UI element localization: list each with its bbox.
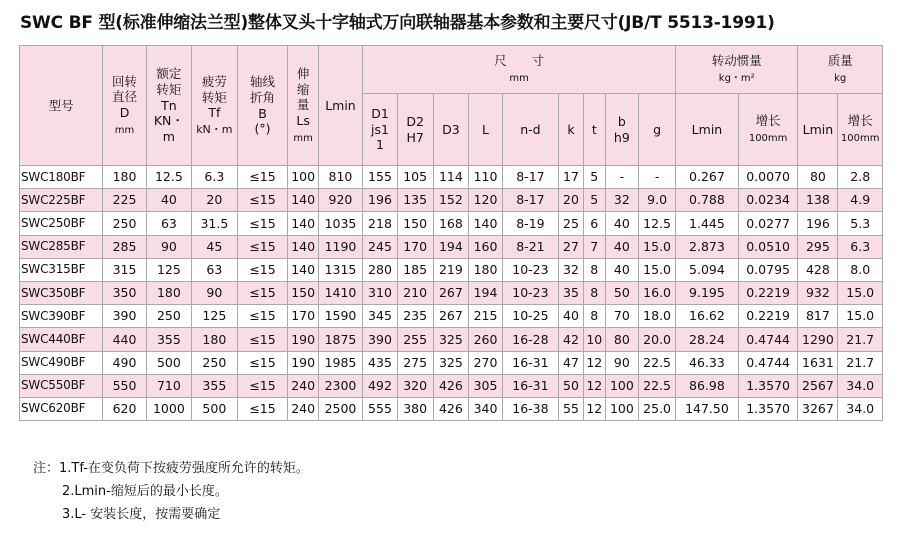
table-cell: 190 [288, 328, 318, 351]
table-cell: 4.9 [838, 189, 883, 212]
table-cell: 275 [397, 351, 433, 374]
table-cell: 125 [146, 258, 191, 281]
table-cell: 70 [605, 305, 639, 328]
table-cell: 267 [433, 305, 469, 328]
table-cell: 245 [363, 235, 398, 258]
header-stretch: 伸 缩 量 Ls mm [288, 46, 318, 166]
table-cell: 0.0234 [738, 189, 798, 212]
table-cell: 196 [798, 212, 838, 235]
header-t: t [583, 94, 605, 166]
table-cell: 6.3 [838, 235, 883, 258]
table-cell: 42 [559, 328, 584, 351]
table-cell: 12.5 [639, 212, 676, 235]
table-cell: 5 [583, 166, 605, 189]
header-d2: D2 H7 [397, 94, 433, 166]
table-cell: 340 [469, 397, 503, 420]
table-cell: 1.3570 [738, 374, 798, 397]
table-cell: 2.8 [838, 166, 883, 189]
table-cell: 105 [397, 166, 433, 189]
table-cell: 0.0795 [738, 258, 798, 281]
table-cell: 32 [605, 189, 639, 212]
table-cell: 16.0 [639, 281, 676, 304]
table-cell: 1315 [318, 258, 362, 281]
note-3: 3.L- 安装长度，按需要确定 [62, 507, 221, 522]
table-cell: 47 [559, 351, 584, 374]
table-cell: 7 [583, 235, 605, 258]
table-cell: 0.2219 [738, 281, 798, 304]
table-cell: 225 [103, 189, 146, 212]
table-cell: 1410 [318, 281, 362, 304]
table-row [20, 258, 883, 281]
table-cell: 350 [103, 281, 146, 304]
table-cell: 240 [288, 374, 318, 397]
table-cell: 16-38 [502, 397, 558, 420]
table-cell: 180 [469, 258, 503, 281]
table-cell: 180 [146, 281, 191, 304]
table-cell: 1190 [318, 235, 362, 258]
table-cell: 2567 [798, 374, 838, 397]
table-cell: 40 [559, 305, 584, 328]
table-cell: 125 [192, 305, 237, 328]
table-cell: 170 [288, 305, 318, 328]
table-cell: 40 [605, 235, 639, 258]
table-cell: 90 [192, 281, 237, 304]
table-cell: 80 [798, 166, 838, 189]
table-cell: 18.0 [639, 305, 676, 328]
table-cell: 185 [397, 258, 433, 281]
table-cell: ≤15 [237, 281, 288, 304]
table-cell: 250 [192, 351, 237, 374]
table-cell: 138 [798, 189, 838, 212]
model-cell: SWC285BF [20, 235, 103, 258]
table-cell: 12 [583, 351, 605, 374]
model-cell: SWC440BF [20, 328, 103, 351]
table-cell: 20 [192, 189, 237, 212]
table-cell: ≤15 [237, 212, 288, 235]
table-cell: 2.873 [676, 235, 739, 258]
table-cell: 86.98 [676, 374, 739, 397]
table-cell: 120 [469, 189, 503, 212]
table-cell: 12 [583, 397, 605, 420]
table-cell: 255 [397, 328, 433, 351]
table-cell: - [605, 166, 639, 189]
header-k: k [559, 94, 584, 166]
table-cell: 426 [433, 397, 469, 420]
table-cell: 190 [288, 351, 318, 374]
spec-table [19, 45, 883, 421]
table-cell: 140 [288, 189, 318, 212]
table-cell: 50 [559, 374, 584, 397]
table-cell: 34.0 [838, 397, 883, 420]
header-g: g [639, 94, 676, 166]
table-cell: 1631 [798, 351, 838, 374]
table-cell: 194 [469, 281, 503, 304]
model-cell: SWC250BF [20, 212, 103, 235]
table-cell: 196 [363, 189, 398, 212]
table-cell: 8 [583, 305, 605, 328]
table-cell: 1985 [318, 351, 362, 374]
model-cell: SWC490BF [20, 351, 103, 374]
table-cell: 9.195 [676, 281, 739, 304]
table-cell: 0.0070 [738, 166, 798, 189]
table-cell: 0.267 [676, 166, 739, 189]
table-cell: 390 [103, 305, 146, 328]
table-cell: ≤15 [237, 305, 288, 328]
table-cell: 12.5 [146, 166, 191, 189]
header-inertia: 转动惯量 kg・m² [676, 46, 798, 94]
table-cell: 140 [288, 258, 318, 281]
header-mass-increment: 增长 100mm [838, 94, 883, 166]
table-cell: ≤15 [237, 351, 288, 374]
table-cell: 267 [433, 281, 469, 304]
table-cell: 0.4744 [738, 351, 798, 374]
table-cell: 16.62 [676, 305, 739, 328]
table-cell: ≤15 [237, 189, 288, 212]
note-2: 2.Lmin-缩短后的最小长度。 [62, 484, 228, 499]
model-cell: SWC350BF [20, 281, 103, 304]
table-cell: 10 [583, 328, 605, 351]
note-1: 注：1.Tf-在变负荷下按疲劳强度所允许的转矩。 [33, 461, 309, 476]
table-cell: 15.0 [639, 235, 676, 258]
table-cell: 1.445 [676, 212, 739, 235]
table-cell: 25 [559, 212, 584, 235]
header-d3: D3 [433, 94, 469, 166]
table-cell: 215 [469, 305, 503, 328]
table-cell: 135 [397, 189, 433, 212]
table-cell: 380 [397, 397, 433, 420]
table-cell: 932 [798, 281, 838, 304]
table-cell: 280 [363, 258, 398, 281]
table-cell: 8-17 [502, 166, 558, 189]
table-cell: 90 [146, 235, 191, 258]
table-cell: 0.0277 [738, 212, 798, 235]
table-cell: 310 [363, 281, 398, 304]
table-cell: 16-31 [502, 374, 558, 397]
table-cell: 270 [469, 351, 503, 374]
table-cell: 9.0 [639, 189, 676, 212]
table-cell: 21.7 [838, 328, 883, 351]
table-cell: 25.0 [639, 397, 676, 420]
table-cell: ≤15 [237, 235, 288, 258]
header-fatigue-torque: 疲劳 转矩 Tf kN・m [192, 46, 237, 166]
table-cell: 170 [397, 235, 433, 258]
table-cell: 15.0 [639, 258, 676, 281]
table-cell: 810 [318, 166, 362, 189]
header-mass: 质量 kg [798, 46, 883, 94]
table-row [20, 235, 883, 258]
table-cell: 20 [559, 189, 584, 212]
header-dimensions: 尺 寸 mm [363, 46, 676, 94]
table-cell: 240 [288, 397, 318, 420]
table-cell: 325 [433, 351, 469, 374]
table-cell: 2300 [318, 374, 362, 397]
table-cell: 100 [605, 374, 639, 397]
notes [33, 457, 309, 526]
table-cell: 390 [363, 328, 398, 351]
table-cell: ≤15 [237, 374, 288, 397]
table-cell: 555 [363, 397, 398, 420]
table-cell: ≤15 [237, 258, 288, 281]
table-cell: 63 [146, 212, 191, 235]
table-cell: 550 [103, 374, 146, 397]
table-cell: 285 [103, 235, 146, 258]
table-cell: 40 [605, 258, 639, 281]
model-cell: SWC315BF [20, 258, 103, 281]
table-cell: 0.0510 [738, 235, 798, 258]
table-cell: ≤15 [237, 397, 288, 420]
table-cell: 45 [192, 235, 237, 258]
table-cell: 920 [318, 189, 362, 212]
table-cell: 16-31 [502, 351, 558, 374]
table-cell: 90 [605, 351, 639, 374]
table-cell: 150 [397, 212, 433, 235]
table-row [20, 189, 883, 212]
table-cell: 100 [605, 397, 639, 420]
table-cell: 440 [103, 328, 146, 351]
table-cell: 10-23 [502, 281, 558, 304]
table-row [20, 374, 883, 397]
table-cell: 140 [288, 212, 318, 235]
table-cell: 1.3570 [738, 397, 798, 420]
table-cell: 80 [605, 328, 639, 351]
table-cell: 1035 [318, 212, 362, 235]
header-axis-angle: 轴线 折角 B (°) [237, 46, 288, 166]
table-cell: 8-19 [502, 212, 558, 235]
table-cell: 152 [433, 189, 469, 212]
table-cell: 22.5 [639, 374, 676, 397]
model-cell: SWC180BF [20, 166, 103, 189]
header-b: b h9 [605, 94, 639, 166]
header-rated-torque: 额定 转矩 Tn KN・ m [146, 46, 191, 166]
table-cell: 620 [103, 397, 146, 420]
table-cell: 426 [433, 374, 469, 397]
table-cell: 710 [146, 374, 191, 397]
table-cell: 210 [397, 281, 433, 304]
table-cell: 1590 [318, 305, 362, 328]
header-mass-lmin: Lmin [798, 94, 838, 166]
table-row [20, 351, 883, 374]
model-cell: SWC620BF [20, 397, 103, 420]
table-cell: 1875 [318, 328, 362, 351]
table-row [20, 166, 883, 189]
table-cell: 22.5 [639, 351, 676, 374]
table-cell: 100 [288, 166, 318, 189]
table-cell: 32 [559, 258, 584, 281]
table-cell: 5 [583, 189, 605, 212]
table-row [20, 328, 883, 351]
table-cell: 35 [559, 281, 584, 304]
table-cell: 17 [559, 166, 584, 189]
table-cell: 235 [397, 305, 433, 328]
header-lmin: Lmin [318, 46, 362, 166]
table-cell: 325 [433, 328, 469, 351]
table-cell: 40 [605, 212, 639, 235]
header-d1: D1 js1 1 [363, 94, 398, 166]
table-cell: 500 [146, 351, 191, 374]
table-cell: 55 [559, 397, 584, 420]
model-cell: SWC225BF [20, 189, 103, 212]
table-cell: 168 [433, 212, 469, 235]
table-cell: 8.0 [838, 258, 883, 281]
table-cell: 305 [469, 374, 503, 397]
table-cell: 194 [433, 235, 469, 258]
model-cell: SWC390BF [20, 305, 103, 328]
table-body [20, 166, 883, 421]
header-l: L [469, 94, 503, 166]
table-cell: 3267 [798, 397, 838, 420]
table-cell: 8 [583, 258, 605, 281]
table-cell: 180 [192, 328, 237, 351]
model-cell: SWC550BF [20, 374, 103, 397]
table-cell: 155 [363, 166, 398, 189]
table-cell: 345 [363, 305, 398, 328]
table-cell: 315 [103, 258, 146, 281]
table-cell: 147.50 [676, 397, 739, 420]
table-cell: 435 [363, 351, 398, 374]
table-cell: 12 [583, 374, 605, 397]
table-cell: 40 [146, 189, 191, 212]
table-cell: 428 [798, 258, 838, 281]
table-cell: 15.0 [838, 305, 883, 328]
table-cell: 500 [192, 397, 237, 420]
table-cell: 21.7 [838, 351, 883, 374]
table-cell: - [639, 166, 676, 189]
table-row [20, 212, 883, 235]
table-cell: 8 [583, 281, 605, 304]
table-row [20, 305, 883, 328]
table-cell: 1000 [146, 397, 191, 420]
table-cell: 46.33 [676, 351, 739, 374]
table-cell: 5.3 [838, 212, 883, 235]
table-cell: 0.2219 [738, 305, 798, 328]
table-cell: 28.24 [676, 328, 739, 351]
table-cell: 34.0 [838, 374, 883, 397]
table-cell: 250 [103, 212, 146, 235]
table-cell: 110 [469, 166, 503, 189]
table-cell: 250 [146, 305, 191, 328]
header-model: 型号 [20, 46, 103, 166]
table-cell: 0.788 [676, 189, 739, 212]
table-cell: 0.4744 [738, 328, 798, 351]
table-cell: ≤15 [237, 328, 288, 351]
table-cell: 5.094 [676, 258, 739, 281]
header-nd: n-d [502, 94, 558, 166]
table-cell: 180 [103, 166, 146, 189]
table-cell: 2500 [318, 397, 362, 420]
table-cell: 817 [798, 305, 838, 328]
table-cell: 355 [192, 374, 237, 397]
table-cell: 63 [192, 258, 237, 281]
table-cell: 20.0 [639, 328, 676, 351]
table-cell: 6 [583, 212, 605, 235]
table-cell: 140 [469, 212, 503, 235]
table-cell: 490 [103, 351, 146, 374]
table-cell: 27 [559, 235, 584, 258]
table-cell: 260 [469, 328, 503, 351]
table-cell: 15.0 [838, 281, 883, 304]
table-cell: ≤15 [237, 166, 288, 189]
table-cell: 218 [363, 212, 398, 235]
table-cell: 31.5 [192, 212, 237, 235]
table-cell: 16-28 [502, 328, 558, 351]
header-inertia-increment: 增长 100mm [738, 94, 798, 166]
table-cell: 219 [433, 258, 469, 281]
table-cell: 355 [146, 328, 191, 351]
table-cell: 114 [433, 166, 469, 189]
table-cell: 1290 [798, 328, 838, 351]
table-cell: 10-25 [502, 305, 558, 328]
table-cell: 320 [397, 374, 433, 397]
table-cell: 50 [605, 281, 639, 304]
table-row [20, 397, 883, 420]
table-cell: 8-17 [502, 189, 558, 212]
table-cell: 140 [288, 235, 318, 258]
table-row [20, 281, 883, 304]
table-cell: 150 [288, 281, 318, 304]
table-cell: 295 [798, 235, 838, 258]
table-cell: 10-23 [502, 258, 558, 281]
table-cell: 6.3 [192, 166, 237, 189]
table-cell: 492 [363, 374, 398, 397]
header-diameter: 回转 直径 D mm [103, 46, 146, 166]
page-title: SWC BF 型(标准伸缩法兰型)整体叉头十字轴式万向联轴器基本参数和主要尺寸(JB/T 5513-1991) [20, 13, 775, 33]
header-inertia-lmin: Lmin [676, 94, 739, 166]
table-cell: 160 [469, 235, 503, 258]
table-cell: 8-21 [502, 235, 558, 258]
